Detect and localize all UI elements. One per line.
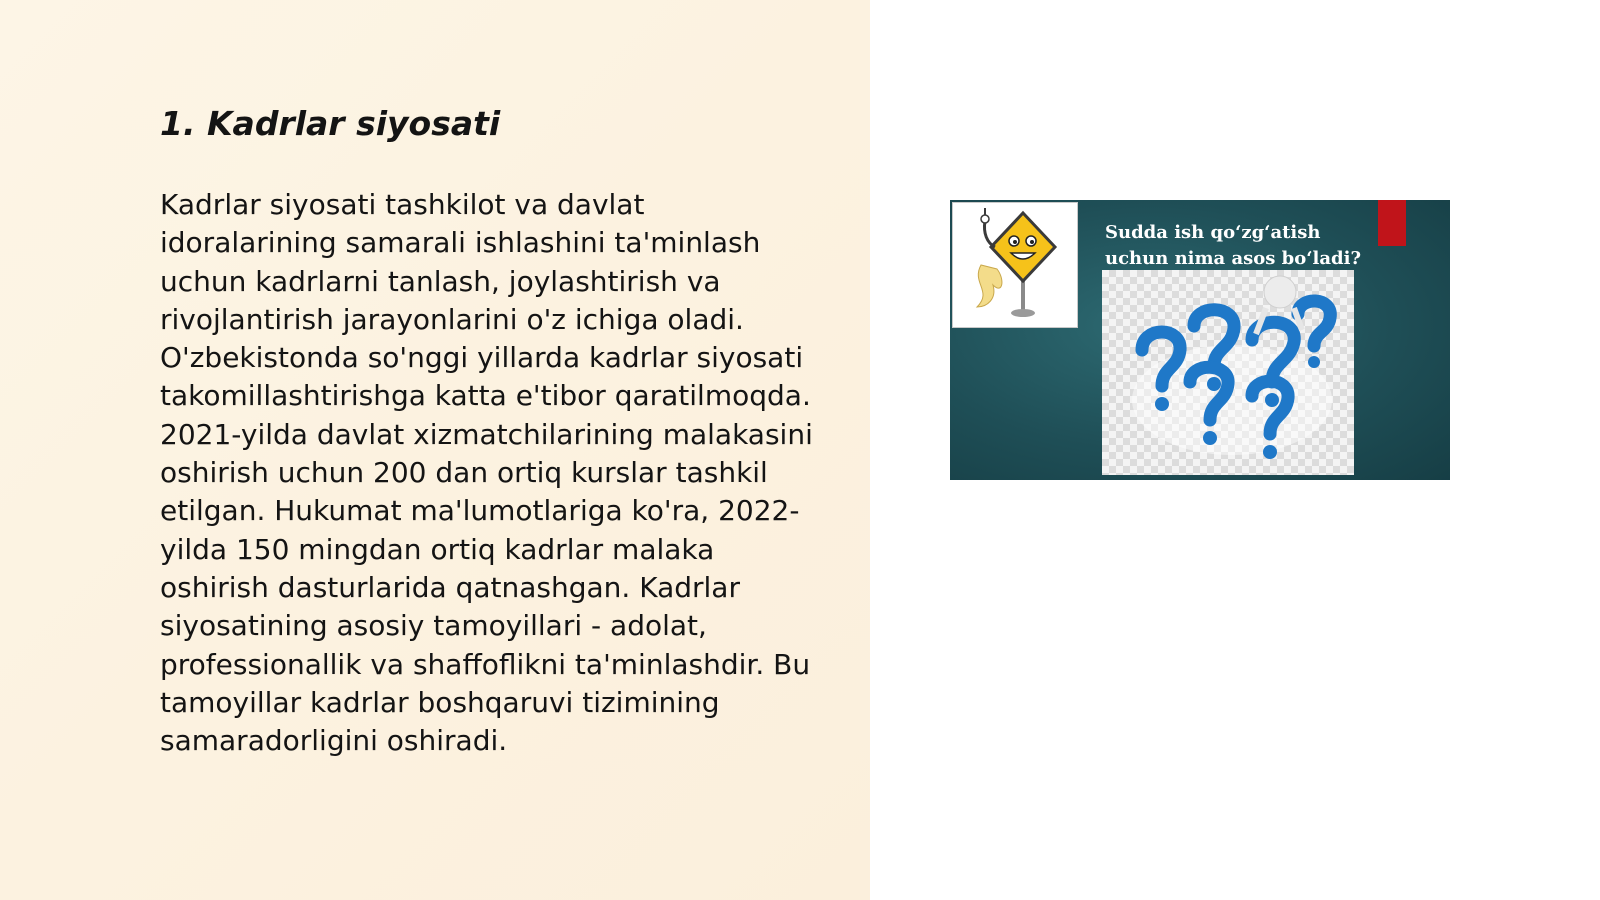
- road-sign-mascot-icon: [952, 202, 1078, 328]
- red-tab: [1378, 200, 1406, 246]
- question-marks-icon: [1102, 270, 1354, 475]
- slide-title: 1. Kadrlar siyosati: [160, 104, 501, 143]
- slide-picture: [950, 200, 1450, 480]
- slide-body-text: Kadrlar siyosati tashkilot va davlat idoralarining samarali ishlashini ta'minlash uchun kadrlarni tanlash, joylashtirish va rivojlantirish jarayonlarini o'z ichiga oladi. O'zbekistonda so'nggi yillarda kadrlar siyosati takomillashtirishga katta e'tibor qaratilmoqda. 2021-yilda davlat xizmatchilarining malakasini oshirish uchun 200 dan ortiq kurslar tashkil etilgan. Hukumat ma'lumotlariga ko'ra, 2022-yilda 150 mingdan ortiq kadrlar malaka oshirish dasturlarida qatnashgan. Kadrlar siyosatining asosiy tamoyillari - adolat, professionallik va shaffoflikni ta'minlashdir. Bu tamoyillar kadrlar boshqaruvi tizimining samaradorligini oshiradi.: [160, 188, 813, 758]
- picture-caption: Sudda ish qo‘zg‘atish uchun nima asos bo‘ladi?: [1105, 222, 1362, 269]
